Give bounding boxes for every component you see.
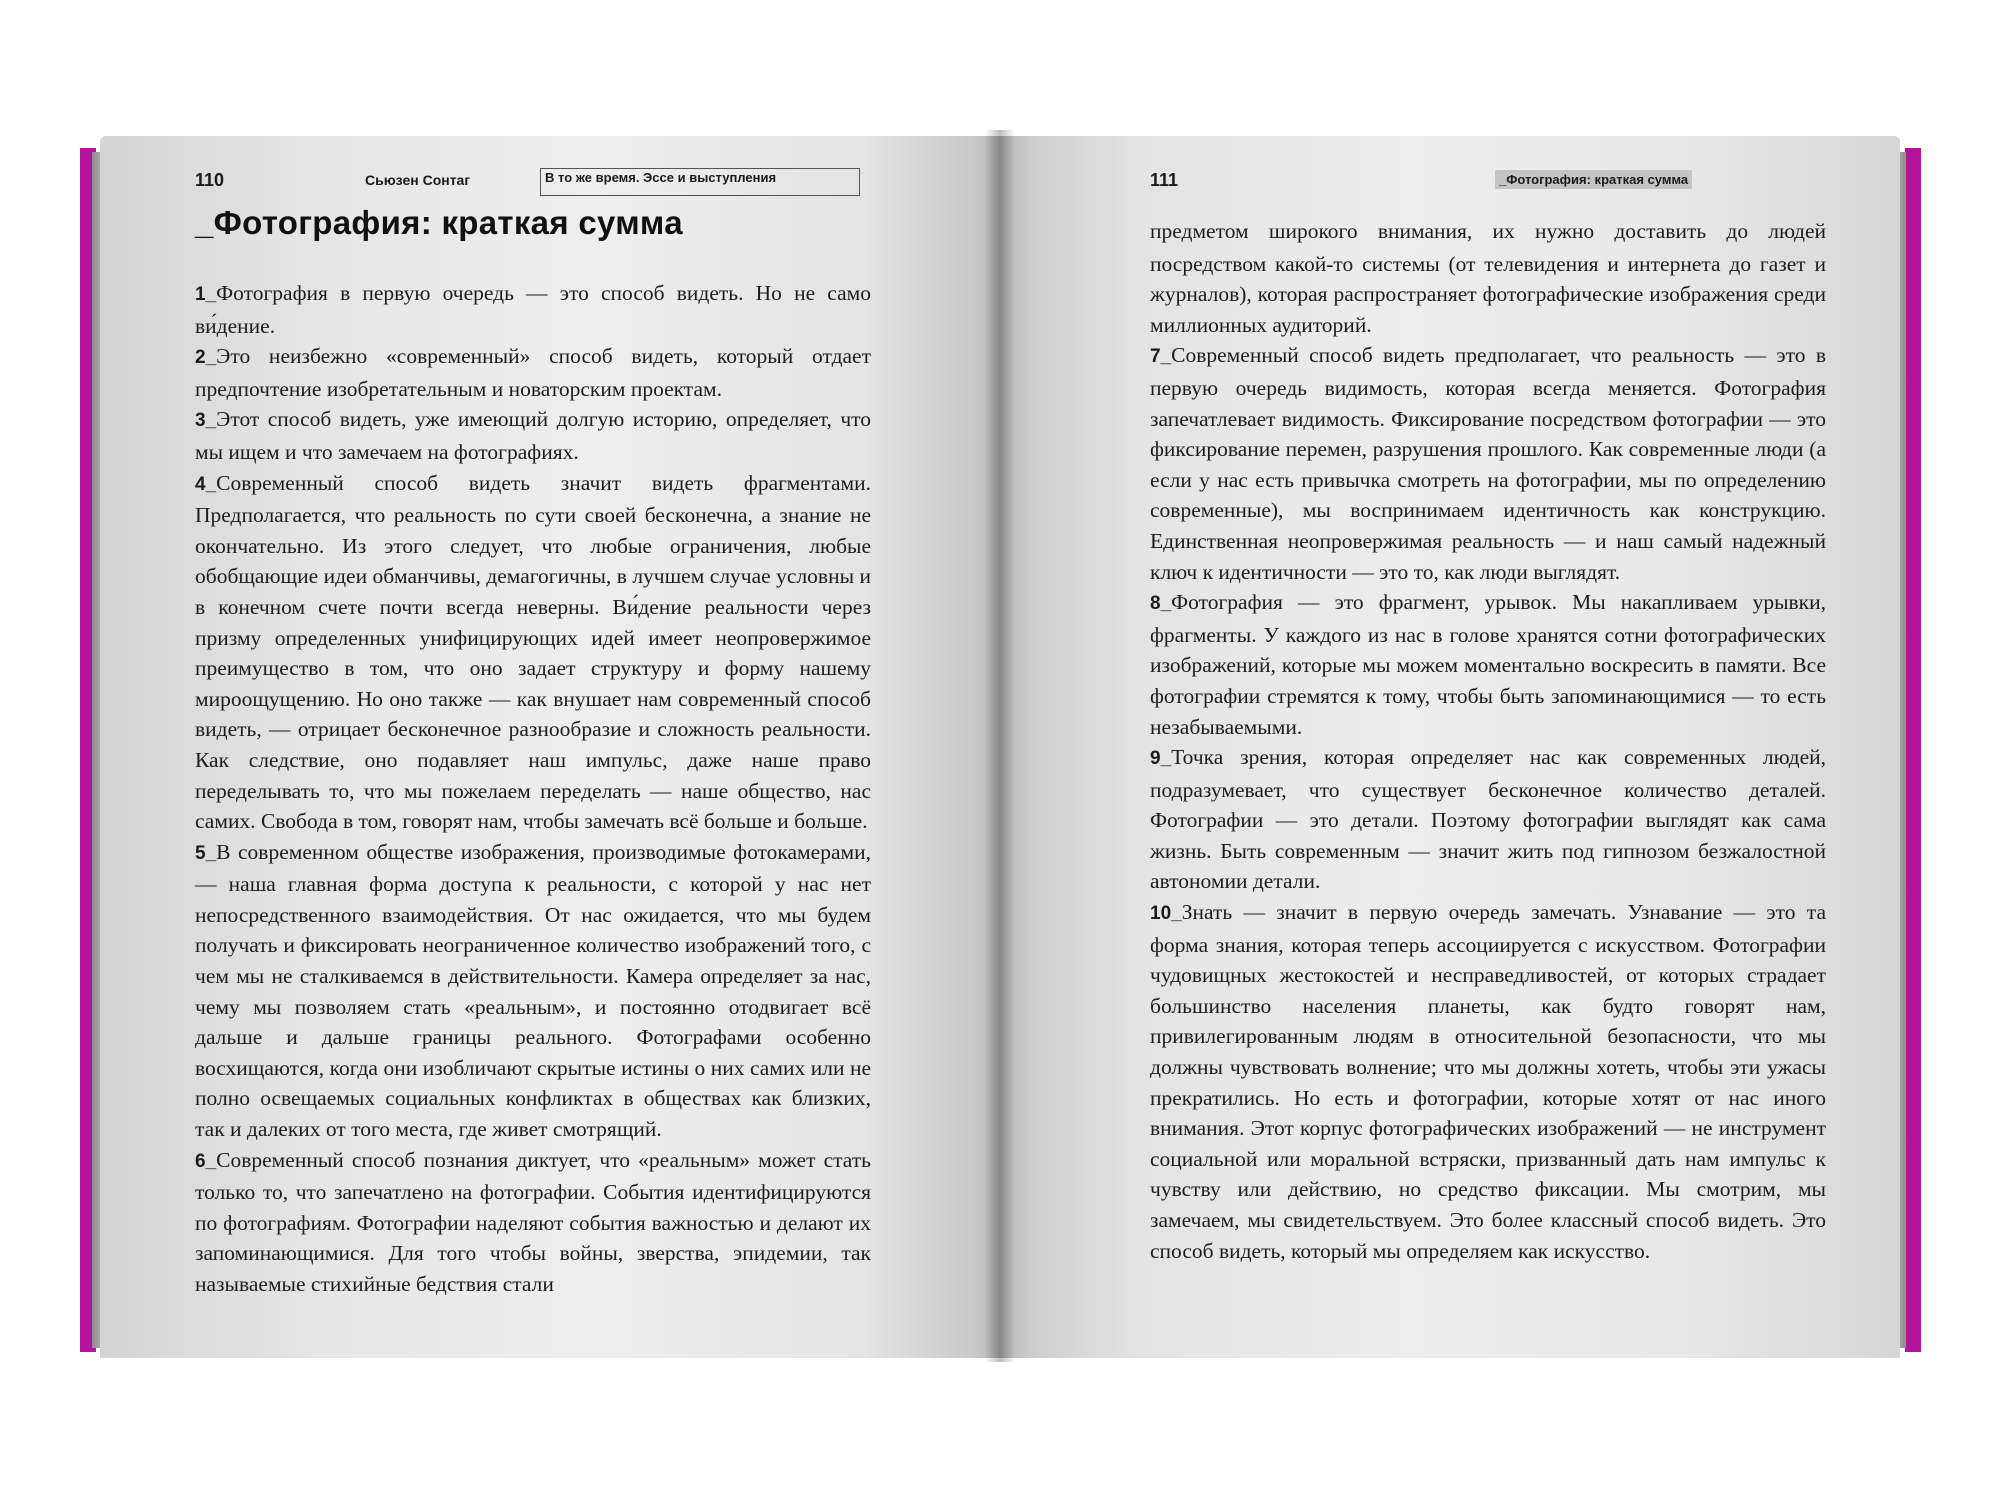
paragraph: [195, 1145, 871, 1300]
paragraph-number: 7_: [1150, 346, 1172, 368]
paragraph-text: В современном обществе изображения, производимые фотокамерами, — наша главная форма доступа к реальности, с которой у нас нет непосредственного взаимодействия. От нас ожидается, что мы будем получать и фиксировать неограниченное количество изображений того, с чем мы не сталкиваемся в действительности. Камера определяет за нас, чему мы позволяем стать «реальным», и постоянно отодвигает всё дальше и дальше границы реального. Фотографами особенно восхищаются, когда они изобличают скрытые истины о них самих или не полно освещаемых социальных конфликтах в обществах как близких, так и далеких от того места, где живет смотрящий.: [195, 839, 871, 1142]
paragraph-text: Это неизбежно «современный» способ видеть, который отдает предпочтение изобретательным и новаторским проектам.: [195, 344, 871, 401]
paragraph-number: 2_: [195, 347, 217, 369]
paragraph: [195, 404, 871, 467]
paragraph-number: 3_: [195, 410, 217, 432]
running-header-chapter: _Фотография: краткая сумма: [1495, 170, 1692, 189]
paragraph-number: 4_: [195, 473, 217, 495]
paragraph-text: Фотография в первую очередь — это способ видеть. Но не само ви́дение.: [195, 281, 871, 338]
paragraph: [195, 468, 871, 837]
paragraph: [195, 837, 871, 1145]
right-page: [1000, 136, 1900, 1358]
left-page: [100, 136, 1000, 1358]
paragraph-text: предметом широкого внимания, их нужно доставить до людей посредством какой-то системы (от телевидения и интернета до газет и журналов), которая распространяет фотографические изображения среди миллионных аудиторий.: [1150, 219, 1826, 337]
book-cover-edge-right: [1905, 148, 1921, 1352]
paragraph-text: Этот способ видеть, уже имеющий долгую историю, определяет, что мы ищем и что замечаем на фотографиях.: [195, 407, 871, 464]
paragraph-text: Современный способ видеть предполагает, что реальность — это в первую очередь видимость, которая всегда меняется. Фотография запечатлевает видимость. Фиксирование посредством фотографии — это фиксирование перемен, разрушения прошлого. Как современные люди (а если у нас есть привычка смотреть на фотографии, мы по определению современные), мы воспринимаем идентичность как конструкцию. Единственная неопровержимая реальность — и наш самый надежный ключ к идентичности — это то, как люди выглядят.: [1150, 343, 1826, 584]
paragraph-number: 10_: [1150, 903, 1182, 925]
paragraph: [1150, 340, 1826, 587]
paragraph: [195, 278, 871, 341]
paragraph: [195, 341, 871, 404]
page-number: 110: [195, 170, 225, 190]
book-spine-shadow: [985, 130, 1015, 1362]
body-text: [1150, 216, 1826, 1266]
paragraph-text: Точка зрения, которая определяет нас как современных людей, подразумевает, что существует бесконечное количество деталей. Фотографии — это детали. Поэтому фотографии выглядят как сама жизнь. Быть современным — значит жить под гипнозом безжалостной автономии детали.: [1150, 745, 1826, 894]
paragraph: [1150, 216, 1826, 340]
paragraph-text: Знать — значит в первую очередь замечать. Узнавание — это та форма знания, которая теперь ассоциируется с искусством. Фотографии чудовищных жестокостей и несправедливостей, от которых страдает большинство населения планеты, как будто говорят нам, привилегированным людям в относительной безопасности, что мы должны чувствовать волнение; что мы должны хотеть, чтобы эти ужасы прекратились. Но есть и фотографии, которые хотят от нас иного внимания. Этот корпус фотографических изображений — не инструмент социальной или моральной встряски, призванный дать нам импульс к чувству или действию, но средство фиксации. Мы смотрим, мы замечаем, мы свидетельствуем. Это более классный способ видеть. Это способ видеть, который мы определяем как искусство.: [1150, 900, 1826, 1263]
paragraph-number: 1_: [195, 284, 217, 305]
paragraph: [1150, 897, 1826, 1266]
running-header-book-title: В то же время. Эссе и выступления: [540, 168, 860, 196]
paragraph-text: Фотография — это фрагмент, урывок. Мы накапливаем урывки, фрагменты. У каждого из нас в голове хранятся сотни фотографических изображений, которые мы можем моментально воскресить в памяти. Все фотографии стремятся к тому, чтобы быть запоминающимися — то есть незабываемыми.: [1150, 590, 1826, 739]
body-text: [195, 278, 871, 1300]
paragraph: [1150, 742, 1826, 897]
paragraph-number: 5_: [195, 842, 217, 864]
paragraph-number: 6_: [195, 1150, 217, 1172]
chapter-title: _Фотография: краткая сумма: [195, 204, 683, 241]
paragraph-number: 9_: [1150, 748, 1172, 770]
running-header-author: Сьюзен Сонтаг: [365, 172, 471, 188]
paragraph: [1150, 587, 1826, 742]
paragraph-text: Современный способ видеть значит видеть фрагментами. Предполагается, что реальность по сути своей бесконечна, а знание не окончательно. Из этого следует, что любые ограничения, любые обобщающие идеи обманчивы, демагогичны, в лучшем случае условны и в конечном счете почти всегда неверны. Ви́дение реальности через призму определенных унифицирующих идей имеет неопровержимое преимущество в том, что оно задает структуру и форму нашему мироощущению. Но оно также — как внушает нам современный способ видеть, — отрицает бесконечное разнообразие и сложность реальности. Как следствие, оно подавляет наш импульс, даже наше право переделывать то, что мы пожелаем переделать — наше общество, нас самих. Свобода в том, говорят нам, чтобы замечать всё больше и больше.: [195, 470, 871, 834]
paragraph-text: Современный способ познания диктует, что «реальным» может стать только то, что запечатлено на фотографии. События идентифицируются по фотографиям. Фотографии наделяют события важностью и делают их запоминающимися. Для того чтобы войны, зверства, эпидемии, так называемые стихийные бедствия стали: [195, 1147, 871, 1296]
page-number: 111: [1150, 170, 1179, 190]
paragraph-number: 8_: [1150, 593, 1172, 615]
